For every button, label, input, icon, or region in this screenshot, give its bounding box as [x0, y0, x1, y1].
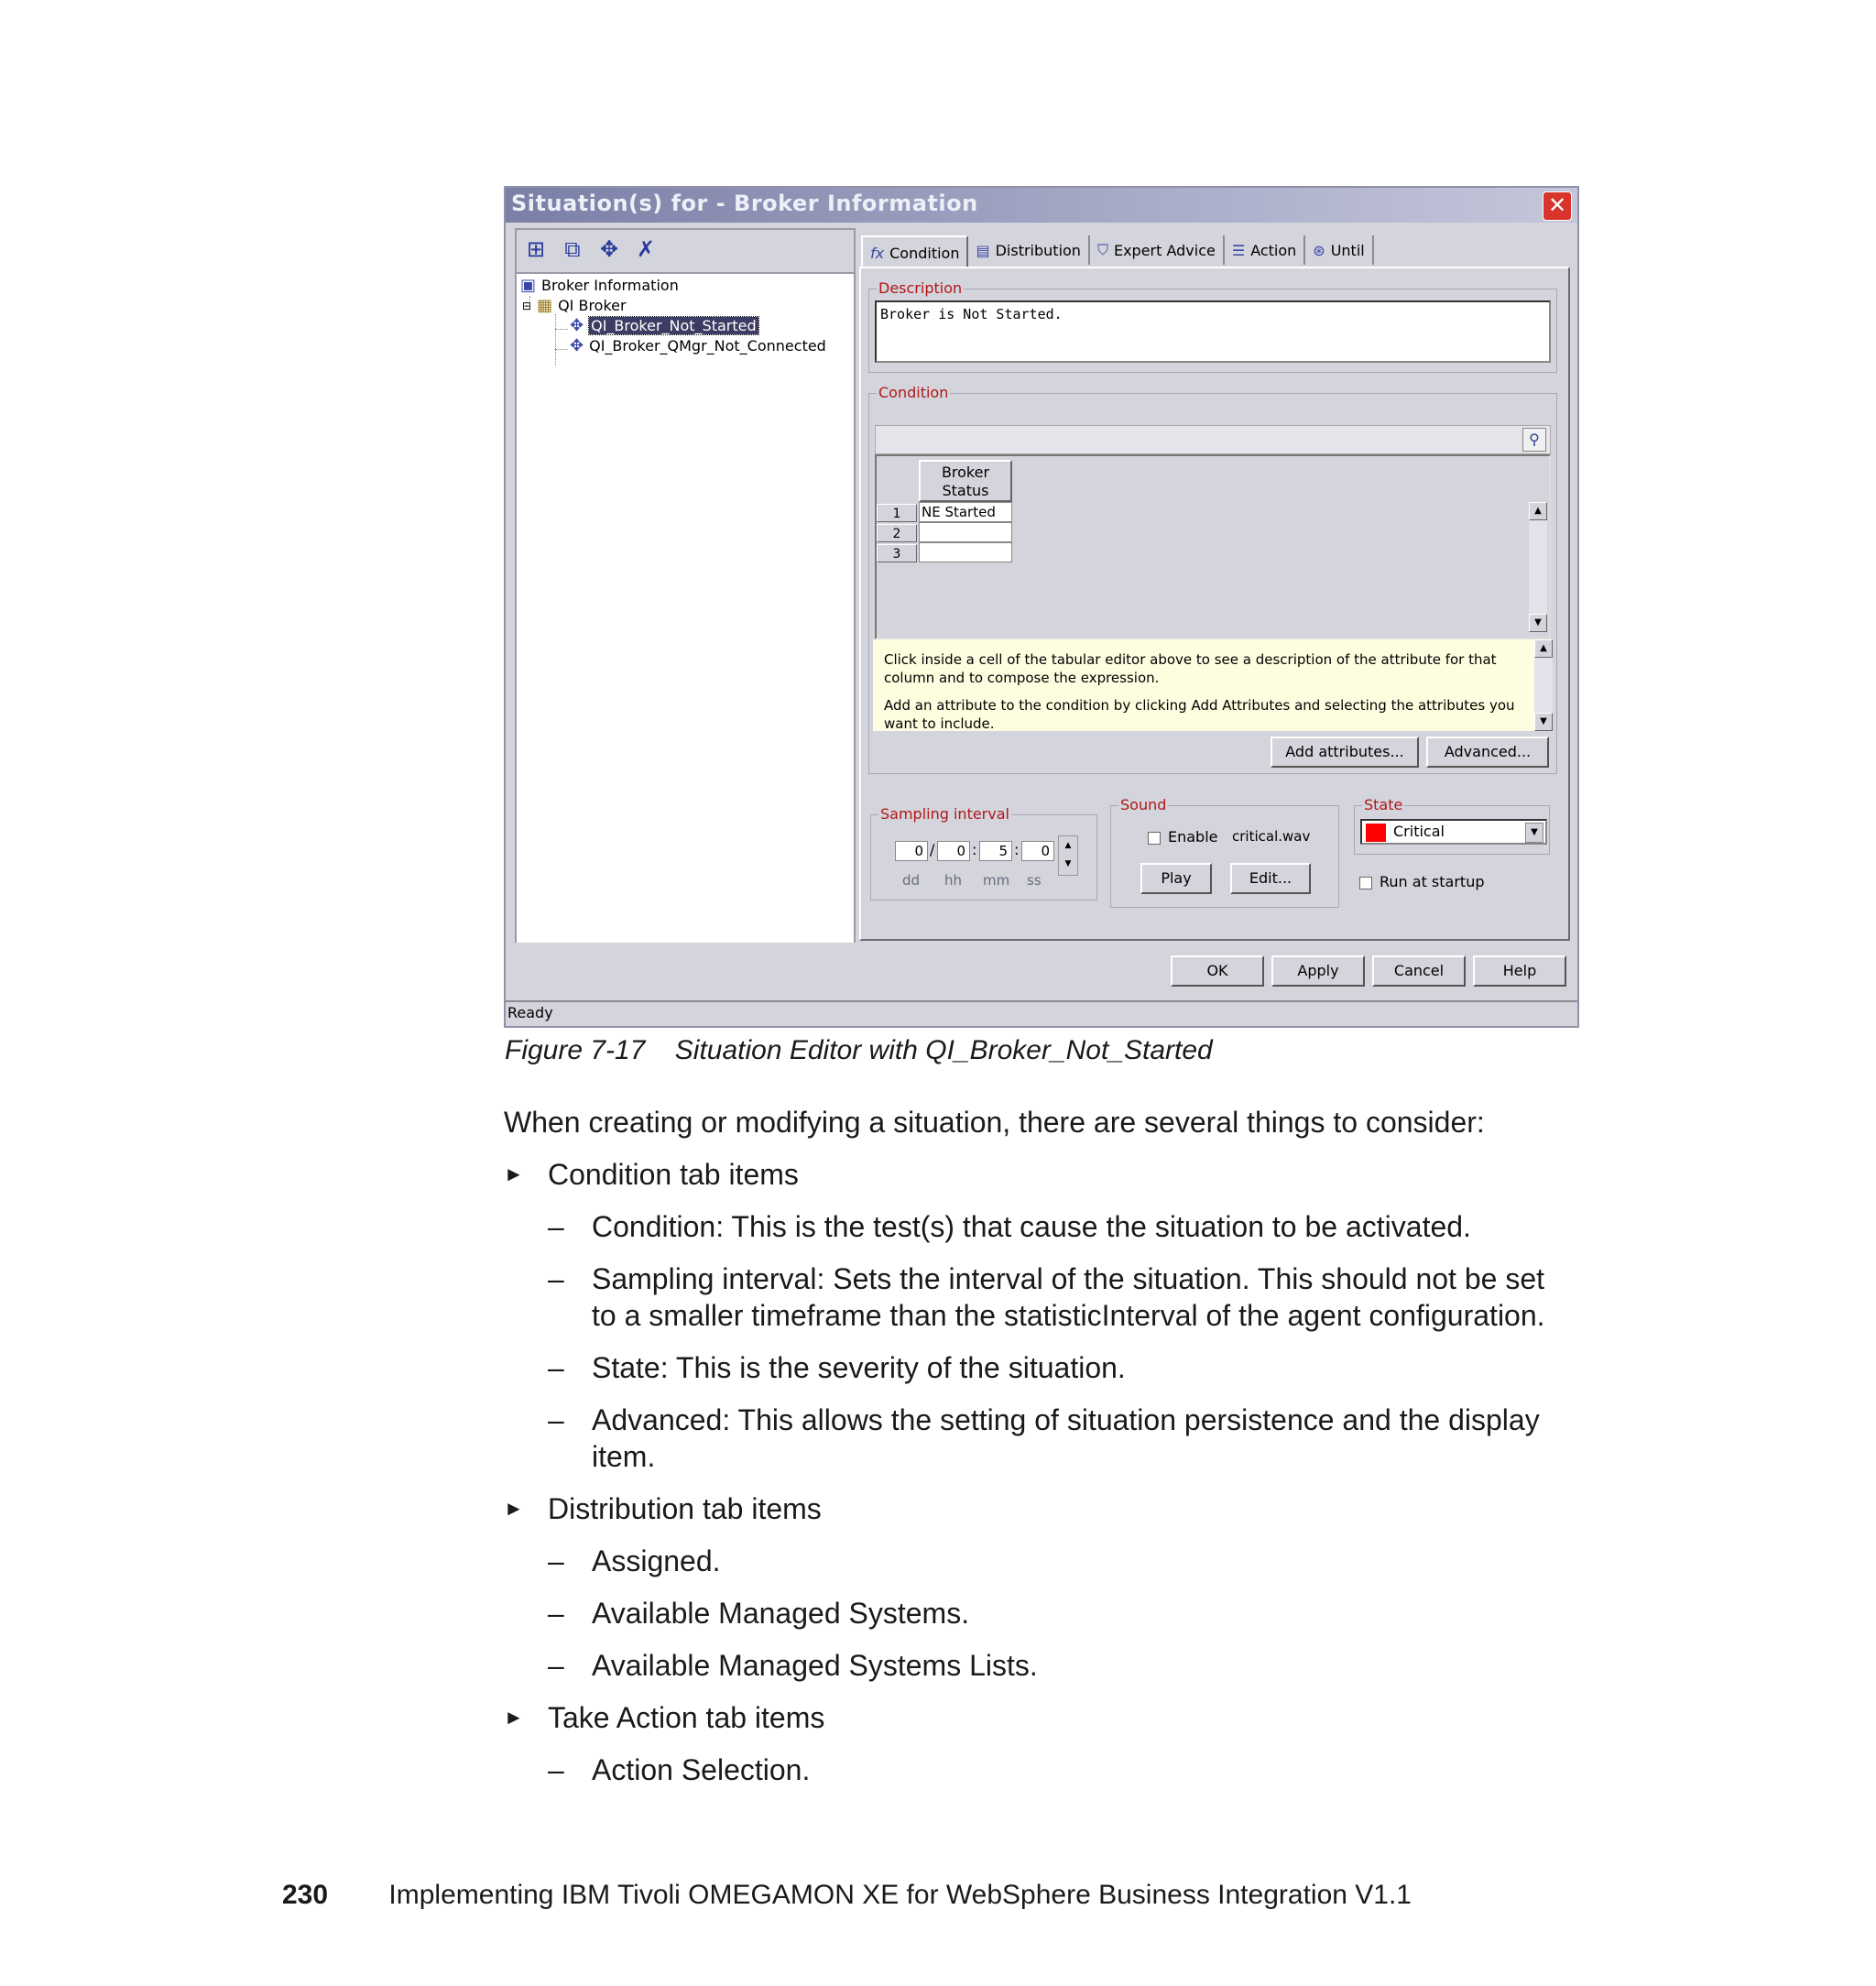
sampling-hours-field[interactable]: 0	[937, 841, 970, 861]
tab-label: Until	[1330, 241, 1365, 259]
column-header-line: Broker	[941, 464, 990, 481]
sub-item-text: Available Managed Systems.	[592, 1597, 970, 1630]
situation-editor-dialog	[504, 186, 1579, 1028]
scroll-down-icon[interactable]: ▼	[1534, 713, 1553, 731]
figure-caption	[505, 1035, 1213, 1066]
chevron-down-icon[interactable]: ▼	[1525, 823, 1543, 843]
sub-item-text: Advanced: This allows the setting of situation persistence and the display	[592, 1403, 1540, 1436]
bullet-marker: ►	[504, 1497, 524, 1520]
condition-tab-panel	[859, 267, 1570, 941]
delete-situation-icon[interactable]: ✗	[636, 236, 656, 262]
dash-marker: –	[548, 1597, 564, 1630]
tab-strip	[861, 235, 1374, 268]
sound-legend: Sound	[1120, 796, 1167, 813]
figure-number: Figure 7-17	[505, 1035, 646, 1065]
sampling-interval-legend: Sampling interval	[880, 805, 1009, 823]
attribute-help-panel	[873, 639, 1553, 731]
situation-tree	[517, 272, 854, 943]
expert-advice-icon: ⛉	[1096, 241, 1108, 258]
edit-sound-button[interactable]: Edit...	[1230, 863, 1311, 894]
column-header-line: Status	[942, 482, 989, 499]
unit-label: ss	[1027, 872, 1042, 889]
tab-expert-advice[interactable]	[1090, 235, 1225, 265]
column-header-broker-status[interactable]	[919, 460, 1012, 502]
apply-button[interactable]: Apply	[1271, 955, 1365, 987]
fx-icon: fx	[870, 244, 885, 262]
state-group	[1354, 796, 1550, 855]
status-bar: Ready	[506, 1000, 1577, 1026]
tab-label: Expert Advice	[1113, 241, 1216, 259]
unit-label: mm	[983, 872, 1010, 889]
tree-item-situation[interactable]	[570, 336, 826, 355]
page-footer	[282, 1880, 1412, 1911]
bullet-text: Distribution tab items	[548, 1492, 822, 1525]
dash-marker: –	[548, 1262, 564, 1295]
sampling-interval-group	[870, 805, 1097, 900]
new-situation-icon[interactable]: ⊞	[526, 236, 546, 262]
sub-item-text: Assigned.	[592, 1544, 721, 1577]
scroll-down-icon[interactable]: ▼	[1529, 614, 1547, 632]
tree-item-situation[interactable]	[570, 316, 758, 335]
unit-label: dd	[902, 872, 921, 889]
sub-item-text: Sampling interval: Sets the interval of the situation. This should not be set	[592, 1262, 1544, 1295]
row-header[interactable]: 2	[877, 524, 917, 542]
dash-marker: –	[548, 1403, 564, 1436]
ok-button[interactable]: OK	[1171, 955, 1264, 987]
tree-node-label: QI_Broker_Not_Started	[591, 317, 757, 334]
help-scrollbar[interactable]	[1534, 639, 1553, 731]
distribution-icon: ▤	[976, 241, 990, 259]
dash-marker: –	[548, 1544, 564, 1577]
play-button[interactable]: Play	[1140, 863, 1212, 894]
situation-icon: ✥	[570, 336, 584, 355]
enable-sound-label: Enable	[1168, 828, 1218, 846]
tree-node-label: QI_Broker_QMgr_Not_Connected	[589, 337, 826, 355]
scroll-up-icon[interactable]: ▲	[1534, 639, 1553, 658]
sub-item-text: item.	[592, 1440, 656, 1473]
collapse-icon[interactable]: ⊟	[522, 299, 532, 312]
row-header[interactable]: 1	[877, 504, 917, 522]
query-editor-icon[interactable]: ⚲	[1522, 428, 1546, 452]
tree-node-label: Broker Information	[541, 277, 679, 294]
sound-file-label: critical.wav	[1232, 828, 1311, 845]
dash-marker: –	[548, 1210, 564, 1243]
tree-connector	[555, 314, 556, 366]
condition-cell[interactable]	[919, 522, 1012, 542]
row-header[interactable]: 3	[877, 544, 917, 562]
sub-item-text: State: This is the severity of the situation.	[592, 1351, 1126, 1384]
tab-condition[interactable]	[861, 235, 968, 268]
cancel-button[interactable]: Cancel	[1372, 955, 1466, 987]
dash-marker: –	[548, 1753, 564, 1786]
sampling-spinner[interactable]	[1058, 835, 1078, 876]
state-color-swatch	[1366, 824, 1386, 842]
condition-cell[interactable]: NE Started	[919, 502, 1012, 522]
page-number: 230	[282, 1880, 329, 1910]
sound-group	[1110, 796, 1339, 908]
sub-item-text: Action Selection.	[592, 1753, 811, 1786]
advanced-button[interactable]: Advanced...	[1426, 737, 1549, 768]
bullet-text: Condition tab items	[548, 1158, 799, 1191]
situation-icon: ✥	[570, 316, 584, 335]
tab-until[interactable]	[1305, 235, 1373, 265]
condition-group	[868, 384, 1557, 774]
condition-table	[875, 454, 1551, 639]
time-separator: /	[930, 841, 935, 858]
book-title: Implementing IBM Tivoli OMEGAMON XE for WebSphere Business Integration V1.1	[388, 1880, 1412, 1910]
state-selected-value: Critical	[1393, 823, 1445, 840]
monitor-icon: ▣	[520, 276, 537, 295]
tree-connector	[555, 349, 568, 350]
dash-marker: –	[548, 1649, 564, 1682]
condition-legend: Condition	[878, 384, 949, 401]
bullet-marker: ►	[504, 1706, 524, 1729]
time-separator: :	[1014, 841, 1020, 858]
condition-cell[interactable]	[919, 542, 1012, 562]
copy-situation-icon[interactable]: ⧉	[564, 236, 581, 262]
tab-label: Action	[1250, 241, 1297, 259]
add-attributes-button[interactable]: Add attributes...	[1271, 737, 1419, 768]
spin-up-icon[interactable]: ▲	[1064, 841, 1072, 850]
table-scrollbar[interactable]	[1529, 502, 1547, 632]
formula-bar	[875, 425, 1551, 454]
tab-distribution[interactable]	[968, 235, 1089, 265]
scroll-up-icon[interactable]: ▲	[1529, 502, 1547, 520]
enable-sound-checkbox[interactable]	[1148, 832, 1161, 845]
figure-title: Situation Editor with QI_Broker_Not_Started	[674, 1035, 1213, 1065]
sub-item-text: Available Managed Systems Lists.	[592, 1649, 1038, 1682]
window-title: Situation(s) for - Broker Information	[511, 191, 978, 216]
state-select[interactable]	[1360, 819, 1547, 845]
situation-detail-pane	[856, 228, 1574, 943]
situation-tree-pane	[515, 228, 856, 943]
description-field[interactable]: Broker is Not Started.	[875, 300, 1551, 363]
tree-group-node[interactable]	[522, 296, 627, 315]
action-icon: ☰	[1231, 241, 1246, 259]
title-bar	[506, 188, 1577, 223]
situation-icon[interactable]: ✥	[599, 236, 619, 262]
intro-paragraph: When creating or modifying a situation, there are several things to consider:	[504, 1106, 1485, 1139]
help-text: Click inside a cell of the tabular editor above to see a description of the attribute for that column and to compose the expression.	[884, 651, 1497, 686]
time-separator: :	[972, 841, 977, 858]
help-button[interactable]: Help	[1473, 955, 1566, 987]
tree-connector	[555, 329, 568, 330]
tree-toolbar	[522, 235, 660, 268]
tree-node-label: QI Broker	[558, 297, 627, 314]
description-group	[868, 279, 1557, 373]
help-text: Add an attribute to the condition by clicking Add Attributes and selecting the attributes you want to include.	[884, 697, 1515, 731]
sampling-minutes-field[interactable]: 5	[979, 841, 1012, 861]
sampling-seconds-field[interactable]: 0	[1021, 841, 1054, 861]
tab-label: Condition	[889, 244, 960, 262]
bullet-text: Take Action tab items	[548, 1701, 825, 1734]
sub-item-text: Condition: This is the test(s) that cause the situation to be activated.	[592, 1210, 1471, 1243]
tree-root-node[interactable]	[520, 276, 679, 295]
broker-folder-icon: ▦	[537, 296, 553, 315]
run-at-startup-checkbox[interactable]	[1359, 877, 1372, 889]
unit-label: hh	[944, 872, 963, 889]
sub-item-text: to a smaller timeframe than the statisticInterval of the agent configuration.	[592, 1299, 1545, 1332]
bullet-marker: ►	[504, 1162, 524, 1185]
description-legend: Description	[878, 279, 963, 297]
state-legend: State	[1364, 796, 1403, 813]
until-icon: ⊛	[1313, 241, 1325, 259]
dash-marker: –	[548, 1351, 564, 1384]
close-icon[interactable]: ✕	[1543, 191, 1572, 221]
sampling-days-field[interactable]: 0	[895, 841, 928, 861]
tab-action[interactable]	[1225, 235, 1305, 265]
run-at-startup-label: Run at startup	[1380, 873, 1485, 890]
spin-down-icon[interactable]: ▼	[1064, 859, 1072, 868]
tab-label: Distribution	[995, 241, 1081, 259]
